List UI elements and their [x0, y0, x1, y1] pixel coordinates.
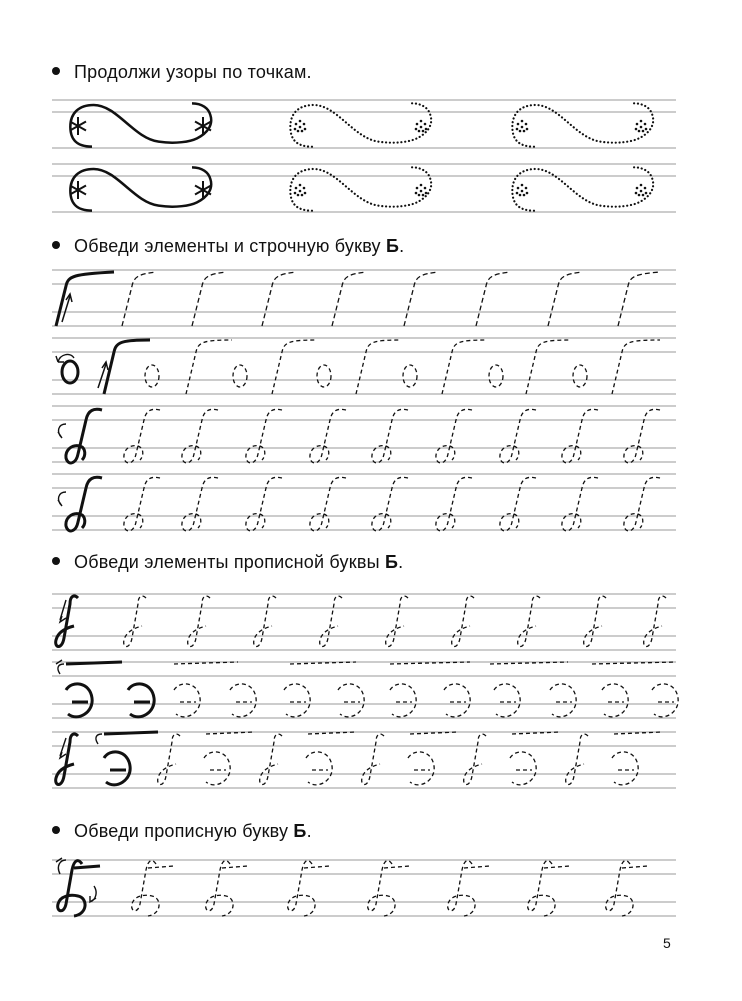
instruction-text: Обведи элементы прописной буквы [74, 552, 385, 572]
arrow-curve-icon [96, 734, 102, 744]
uppercase-row-b [56, 858, 648, 916]
asterisk-icon [70, 117, 211, 135]
solid-top-stroke [104, 732, 158, 734]
lowercase-row-b-2 [58, 477, 660, 531]
uppercase-row-e [56, 660, 678, 717]
solid-letter-e [66, 684, 92, 717]
arrow-down-icon [60, 738, 66, 758]
arrow-down-icon [60, 600, 66, 622]
instruction-letter: Б [293, 821, 307, 841]
solid-letter-b [66, 409, 102, 463]
page-number: 5 [663, 935, 671, 951]
instruction-end: . [306, 821, 312, 841]
uppercase-row-stem [56, 596, 666, 647]
solid-pattern [70, 103, 211, 146]
dot-star-icon [294, 184, 307, 197]
dot-star-icon [516, 184, 529, 197]
solid-letter-b [58, 861, 100, 916]
instruction-end: . [399, 236, 405, 256]
dot-star-icon [635, 120, 648, 133]
pattern-row-2 [70, 167, 653, 210]
solid-stem [56, 596, 78, 647]
instruction-letter: Б [385, 236, 400, 256]
lowercase-row-stem [56, 272, 660, 326]
dotted-pattern [512, 103, 653, 146]
arrow-curve-icon [58, 424, 66, 438]
solid-letter-b [66, 477, 102, 531]
dotted-pattern [290, 167, 431, 210]
instruction-end: . [398, 552, 404, 572]
solid-stem [104, 340, 150, 394]
lowercase-row-o-stem [56, 340, 660, 394]
solid-pattern [70, 167, 211, 210]
solid-stem [56, 272, 114, 326]
dot-star-icon [635, 184, 648, 197]
arrow-curve-icon [58, 492, 66, 506]
solid-letter-e [104, 752, 130, 785]
solid-letter-e [128, 684, 154, 717]
dot-star-icon [415, 184, 428, 197]
dot-star-icon [516, 120, 529, 133]
instruction-text: Продолжи узоры по точкам. [74, 62, 312, 82]
instruction-letter: Б [384, 552, 399, 572]
instruction-text: Обведи элементы и строчную букву [74, 236, 386, 256]
asterisk-icon [70, 181, 211, 199]
dotted-pattern [512, 167, 653, 210]
lowercase-row-b-1 [58, 409, 660, 463]
dotted-pattern [290, 103, 431, 146]
solid-top-stroke [66, 662, 122, 664]
dot-star-icon [294, 120, 307, 133]
uppercase-row-stem-e [56, 732, 662, 785]
pattern-row-1 [70, 103, 653, 146]
ruling-lines [52, 100, 676, 916]
dot-star-icon [415, 120, 428, 133]
instruction-text: Обведи прописную букву [74, 821, 294, 841]
